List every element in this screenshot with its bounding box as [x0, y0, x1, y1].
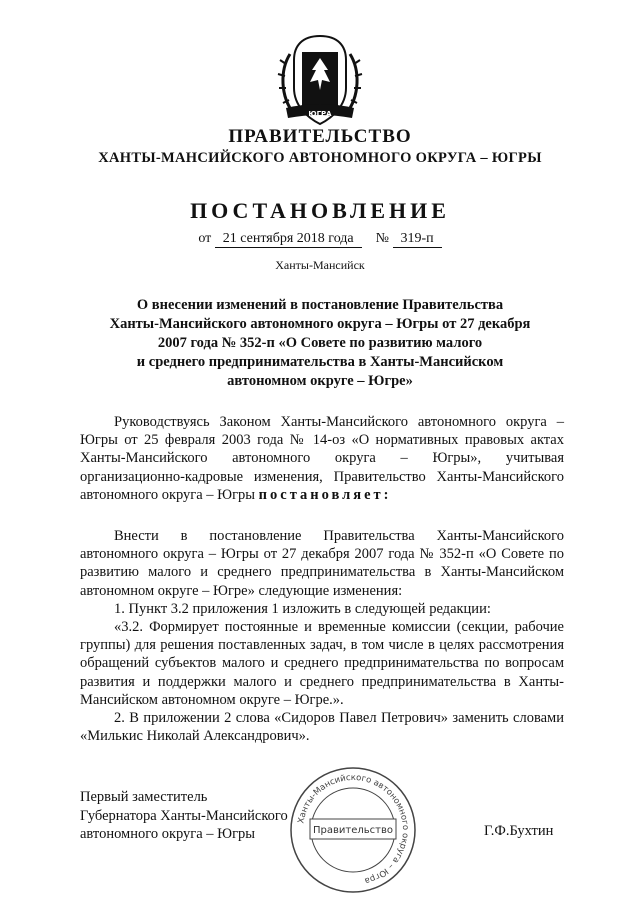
number-label: № [375, 231, 389, 246]
signatory-line: Первый заместитель [80, 789, 208, 805]
subject-line: 2007 года № 352-п «О Совете по развитию малого [157, 335, 483, 351]
resolves-word: постановляет: [258, 486, 392, 503]
signatory-name: Г.Ф.Бухтин [484, 823, 554, 839]
body-paragraph: Внести в постановление Правительства Ханты-Мансийского автономного округа – Югры от 27 декабря 2007 года № 352-п «О Совете по развитию малого и среднего предпринимательства в Ханты-Мансийском автономном округе – Югре» следующие изменения: [80, 528, 564, 599]
signatory-position [80, 788, 288, 844]
body-paragraph: «3.2. Формирует постоянные и временные комиссии (секции, рабочие группы) для решения поставленных задач, в том числе в целях рассмотрения обращений субъектов малого и среднего предпринимательства по вопросам развития и поддержки малого и среднего предпринимательства в Ханты-Мансийском автономном округе – Югре.». [80, 619, 564, 708]
government-title: ПРАВИТЕЛЬСТВО [228, 126, 412, 147]
stamp-center-text: Правительство [313, 825, 393, 836]
date-number-line [0, 231, 640, 248]
stamp-ring-text: Ханты-Мансийского автономного округа – Югра [296, 772, 411, 886]
decree-subject [0, 296, 640, 391]
city-name: Ханты-Мансийск [275, 258, 365, 272]
preamble-text: Руководствуясь Законом Ханты-Мансийского автономного округа – Югры от 25 февраля 2003 года № 14-оз «О нормативных правовых актах Ханты-Мансийского автономного округа – Югры», учитывая организационно-кадровые изменения, Правительство Ханты-Мансийского автономного округа – Югры [80, 414, 564, 503]
subject-line: автономном округе – Югре» [227, 373, 413, 389]
preamble-paragraph [80, 413, 564, 504]
date-label: от [198, 231, 212, 246]
subject-line: О внесении изменений в постановление Правительства [136, 297, 504, 313]
government-region: ХАНТЫ-МАНСИЙСКОГО АВТОНОМНОГО ОКРУГА – ЮГРЫ [98, 150, 542, 166]
subject-line: Ханты-Мансийского автономного округа – Югры от 27 декабря [109, 316, 531, 332]
signatory-line: автономного округа – Югры [80, 826, 256, 842]
official-stamp [288, 765, 418, 895]
document-type-title: ПОСТАНОВЛЕНИЕ [190, 198, 450, 223]
body-paragraph: 1. Пункт 3.2 приложения 1 изложить в следующей редакции: [114, 600, 491, 617]
decree-body [80, 527, 564, 745]
coat-of-arms-emblem [272, 30, 368, 130]
decree-date: 21 сентября 2018 года [215, 231, 362, 248]
emblem-ribbon-text: ЮГРА [308, 110, 332, 118]
decree-number: 319-п [393, 231, 442, 248]
subject-line: и среднего предпринимательства в Ханты-Мансийском [136, 354, 504, 370]
signatory-line: Губернатора Ханты-Мансийского [80, 807, 288, 824]
body-paragraph: 2. В приложении 2 слова «Сидоров Павел Петрович» заменить словами «Милькис Николай Александрович». [80, 710, 564, 745]
